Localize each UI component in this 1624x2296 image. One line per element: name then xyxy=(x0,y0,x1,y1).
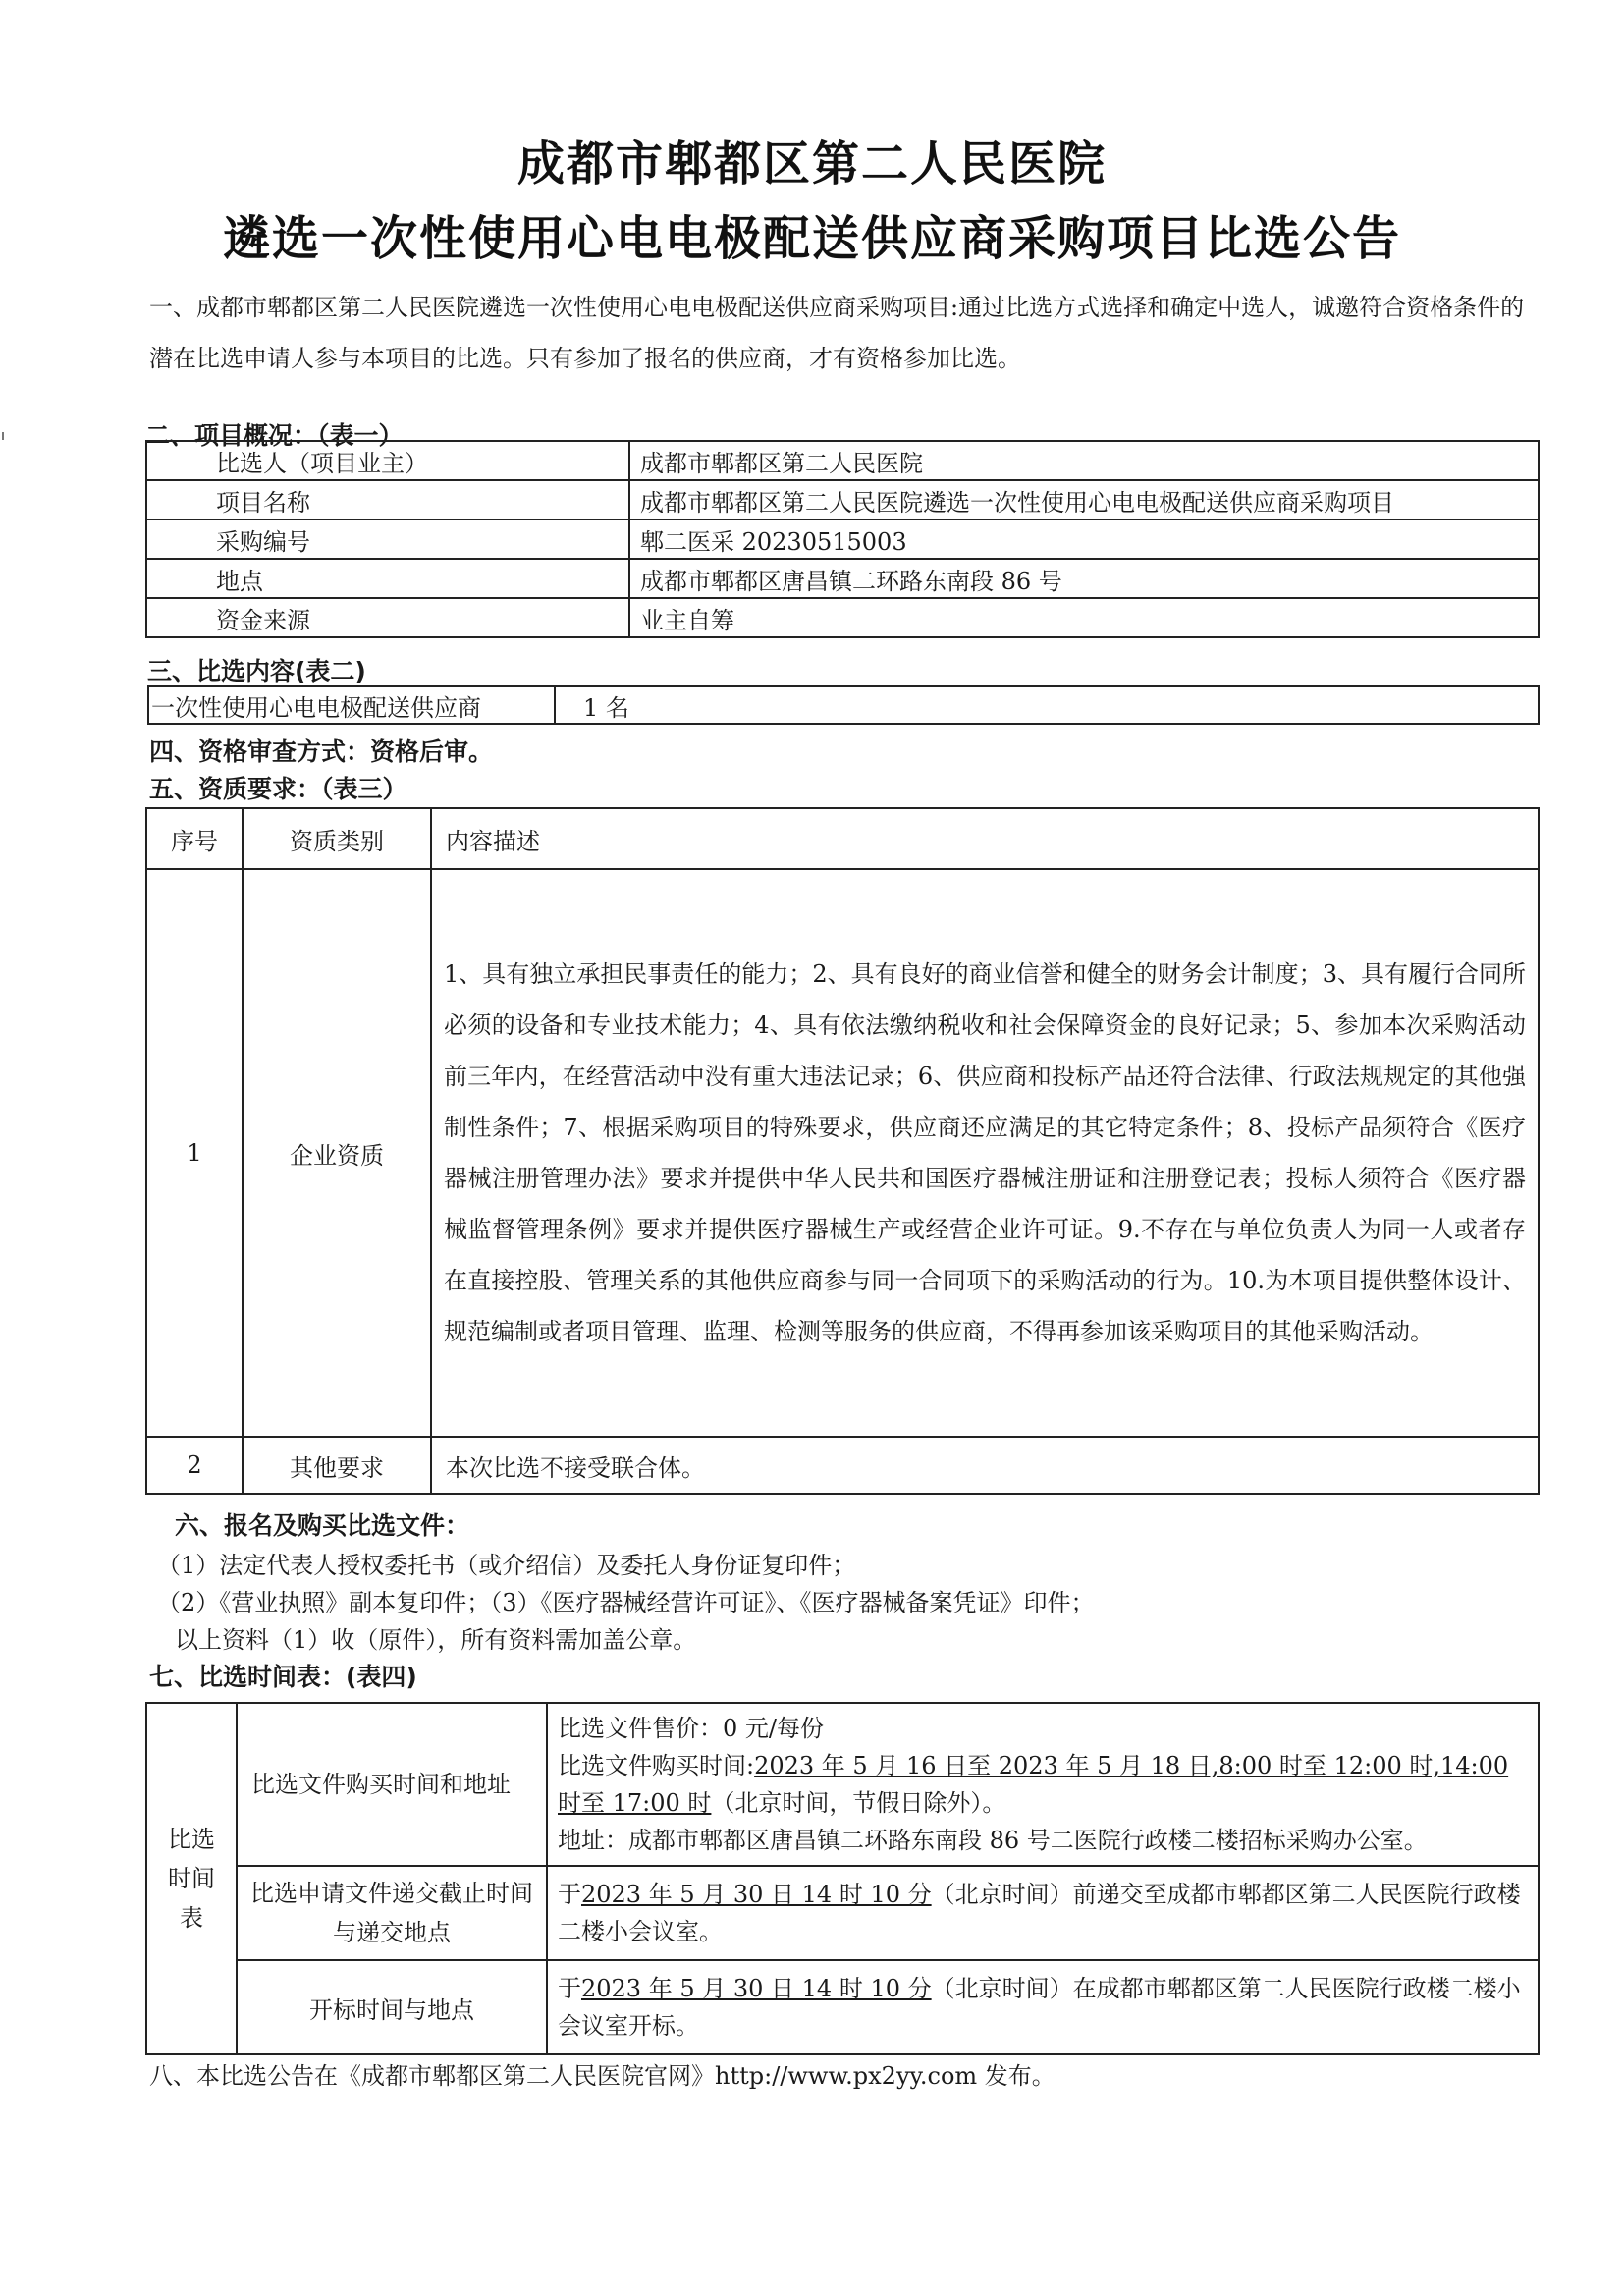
scan-edge-mark xyxy=(2,432,4,440)
section-6-line-2: （2）《营业执照》副本复印件；（3）《医疗器械经营许可证》、《医疗器械备案凭证》印件； xyxy=(157,1589,1095,1616)
schedule-opening-detail: 于2023 年 5 月 30 日 14 时 10 分（北京时间）在成都市郫都区第二人民医院行政楼二楼小会议室开标。 xyxy=(547,1960,1539,2054)
table-row xyxy=(146,598,1539,637)
section-5-heading: 五、资质要求：（表三） xyxy=(149,775,407,803)
table-row xyxy=(146,869,1539,1437)
row-value: 成都市郫都区第二人民医院遴选一次性使用心电电极配送供应商采购项目 xyxy=(629,480,1539,519)
table-row xyxy=(146,1437,1539,1494)
qualification-table xyxy=(145,807,1540,1495)
project-overview-table xyxy=(145,440,1540,638)
section-6-heading: 六、报名及购买比选文件： xyxy=(175,1511,470,1540)
row-value: 业主自筹 xyxy=(629,598,1539,637)
section-8-text: 八、本比选公告在《成都市郫都区第二人民医院官网》http://www.px2yy.com 发布。 xyxy=(149,2062,1056,2090)
row-desc: 1、具有独立承担民事责任的能力；2、具有良好的商业信誉和健全的财务会计制度；3、具有履行合同所必须的设备和专业技术能力；4、具有依法缴纳税收和社会保障资金的良好记录；5、参加本次采购活动前三年内，在经营活动中没有重大违法记录；6、供应商和投标产品还符合法律、行政法规规定的其他强制性条件；7、根据采购项目的特殊要求，供应商还应满足的其它特定条件；8、投标产品须符合《医疗器械注册管理办法》要求并提供中华人民共和国医疗器械注册证和注册登记表；投标人须符合《医疗器械监督管理条例》要求并提供医疗器械生产或经营企业许可证。9.不存在与单位负责人为同一人或者存在直接控股、管理关系的其他供应商参与同一合同项下的采购活动的行为。10.为本项目提供整体设计、规范编制或者项目管理、监理、检测等服务的供应商，不得再参加该采购项目的其他采购活动。 xyxy=(431,869,1539,1437)
content-qty: 1 名 xyxy=(555,686,1539,724)
schedule-group-label: 比选时间表 xyxy=(146,1703,237,2054)
row-value: 郫二医采 20230515003 xyxy=(629,519,1539,559)
schedule-purchase-detail xyxy=(547,1703,1539,1866)
section-2-heading: 二、项目概况：（表一） xyxy=(145,421,404,450)
schedule-label-submission: 比选申请文件递交截止时间与递交地点 xyxy=(237,1866,547,1960)
title-line-2: 遴选一次性使用心电电极配送供应商采购项目比选公告 xyxy=(222,211,1401,266)
schedule-label-opening: 开标时间与地点 xyxy=(237,1960,547,2054)
table-row xyxy=(146,480,1539,519)
row-category: 其他要求 xyxy=(243,1437,431,1494)
header-desc: 内容描述 xyxy=(431,808,1539,869)
table-row xyxy=(146,519,1539,559)
section-7-heading: 七、比选时间表：(表四) xyxy=(149,1663,417,1691)
row-no: 2 xyxy=(146,1437,243,1494)
row-desc: 本次比选不接受联合体。 xyxy=(431,1437,1539,1494)
row-label: 比选人（项目业主） xyxy=(146,441,629,480)
content-item: 一次性使用心电电极配送供应商 xyxy=(148,686,555,724)
row-value: 成都市郫都区唐昌镇二环路东南段 86 号 xyxy=(629,559,1539,598)
header-no: 序号 xyxy=(146,808,243,869)
purchase-price: 比选文件售价：0 元/每份 xyxy=(558,1715,824,1742)
row-no: 1 xyxy=(146,869,243,1437)
table-row xyxy=(146,1703,1539,1866)
schedule-submission-detail: 于2023 年 5 月 30 日 14 时 10 分（北京时间）前递交至成都市郫都区第二人民医院行政楼二楼小会议室。 xyxy=(547,1866,1539,1960)
row-value: 成都市郫都区第二人民医院 xyxy=(629,441,1539,480)
table-row xyxy=(146,1866,1539,1960)
title-line-1: 成都市郫都区第二人民医院 xyxy=(516,137,1107,191)
row-label: 地点 xyxy=(146,559,629,598)
section-6-line-3: 以上资料（1）收（原件），所有资料需加盖公章。 xyxy=(175,1626,697,1654)
schedule-table xyxy=(145,1702,1540,2055)
section-6-line-1: （1）法定代表人授权委托书（或介绍信）及委托人身份证复印件； xyxy=(157,1552,856,1579)
table-header-row xyxy=(146,808,1539,869)
table-row xyxy=(146,559,1539,598)
row-label: 项目名称 xyxy=(146,480,629,519)
content-table xyxy=(147,685,1540,725)
table-row xyxy=(146,441,1539,480)
table-row xyxy=(148,686,1539,724)
header-category: 资质类别 xyxy=(243,808,431,869)
schedule-label-purchase: 比选文件购买时间和地址 xyxy=(237,1703,547,1866)
section-4-heading: 四、资格审查方式：资格后审。 xyxy=(149,738,494,766)
purchase-time: 比选文件购买时间:2023 年 5 月 16 日至 2023 年 5 月 18 日,8:00 时至 12:00 时,14:00 时至 17:00 时（北京时间，节假日除外）。 xyxy=(558,1752,1509,1817)
table-row xyxy=(146,1960,1539,2054)
row-label: 资金来源 xyxy=(146,598,629,637)
purchase-address: 地址：成都市郫都区唐昌镇二环路东南段 86 号二医院行政楼二楼招标采购办公室。 xyxy=(558,1827,1428,1854)
section-3-heading: 三、比选内容(表二) xyxy=(147,657,366,685)
row-category: 企业资质 xyxy=(243,869,431,1437)
row-label: 采购编号 xyxy=(146,519,629,559)
section-1-text: 一、成都市郫都区第二人民医院遴选一次性使用心电电极配送供应商采购项目:通过比选方式选择和确定中选人，诚邀符合资格条件的潜在比选申请人参与本项目的比选。只有参加了报名的供应商，才有资格参加比选。 xyxy=(149,294,1525,372)
